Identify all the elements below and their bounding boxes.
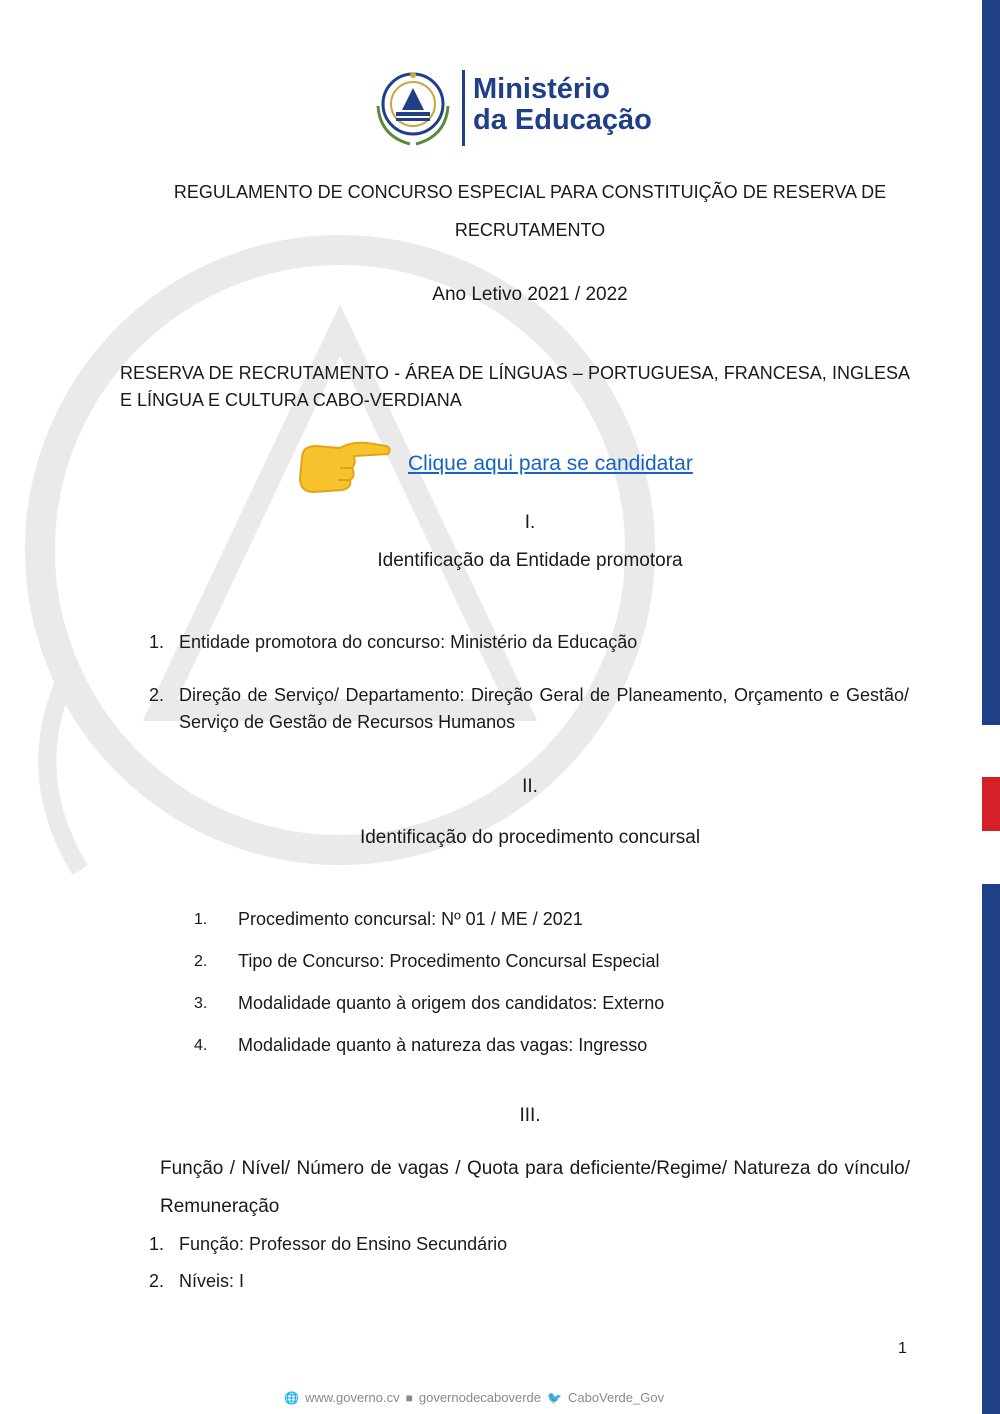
list-item-text: Tipo de Concurso: Procedimento Concursal Especial (238, 951, 660, 971)
side-bar-red (982, 777, 1000, 831)
footer (284, 1390, 664, 1405)
list-item-number: 1. (149, 632, 165, 652)
globe-icon: 🌐 (284, 1390, 299, 1405)
list-item (149, 1231, 909, 1258)
list-item (194, 990, 894, 1017)
twitter-icon: 🐦 (547, 1390, 562, 1405)
list-item-number: 1. (194, 911, 208, 928)
list-item (149, 1268, 909, 1295)
list-item (149, 682, 909, 736)
page-number: 1 (898, 1340, 907, 1357)
footer-website[interactable]: www.governo.cv (304, 1390, 400, 1405)
section-3-intro: Função / Nível/ Número de vagas / Quota para deficiente/Regime/ Natureza do vínculo/ Remuneração (160, 1158, 910, 1217)
pointing-hand-icon (296, 436, 392, 496)
list-item (149, 629, 909, 656)
list-item (194, 906, 894, 933)
document-title-line-1: REGULAMENTO DE CONCURSO ESPECIAL PARA CONSTITUIÇÃO DE RESERVA DE (173, 182, 887, 202)
logo-line-1: Ministério (473, 73, 610, 105)
list-item-text: Direção de Serviço/ Departamento: Direção Geral de Planeamento, Orçamento e Gestão/ Serviço de Gestão de Recursos Humanos (179, 685, 909, 732)
section-1-title: Identificação da Entidade promotora (377, 550, 683, 571)
side-bar-blue-top (982, 0, 1000, 725)
section-3-numeral: III. (519, 1105, 541, 1126)
list-item-text: Modalidade quanto à natureza das vagas: Ingresso (238, 1035, 648, 1055)
list-item-number: 3. (194, 995, 208, 1012)
facebook-icon: ■ (405, 1390, 413, 1405)
side-bar-blue-bottom (982, 884, 1000, 1414)
section-1-numeral: I. (524, 512, 536, 533)
coat-of-arms-icon (370, 66, 456, 150)
apply-link[interactable]: Clique aqui para se candidatar (408, 452, 693, 475)
academic-year: Ano Letivo 2021 / 2022 (432, 284, 628, 305)
reserva-subtitle: RESERVA DE RECRUTAMENTO - ÁREA DE LÍNGUAS – PORTUGUESA, FRANCESA, INGLESA E LÍNGUA E CULTURA CABO-VERDIANA (120, 363, 910, 410)
list-item-number: 1. (149, 1234, 165, 1254)
list-item-number: 4. (194, 1037, 208, 1054)
footer-facebook[interactable]: governodecaboverde (418, 1390, 542, 1405)
document-title-line-2: RECRUTAMENTO (454, 220, 606, 240)
section-2-title: Identificação do procedimento concursal (359, 827, 701, 848)
ministry-logo-text (473, 74, 652, 136)
list-item-text: Entidade promotora do concurso: Ministério da Educação (179, 632, 638, 652)
list-item-text: Função: Professor do Ensino Secundário (179, 1234, 508, 1254)
list-item (194, 948, 894, 975)
list-item (194, 1032, 894, 1059)
logo-line-2: da Educação (473, 104, 652, 136)
section-2-numeral: II. (522, 776, 538, 797)
footer-twitter[interactable]: CaboVerde_Gov (567, 1390, 665, 1405)
list-item-text: Procedimento concursal: Nº 01 / ME / 2021 (238, 909, 583, 929)
list-item-number: 2. (149, 1271, 165, 1291)
list-item-text: Modalidade quanto à origem dos candidatos: Externo (238, 993, 665, 1013)
list-item-text: Níveis: I (179, 1271, 245, 1291)
list-item-number: 2. (149, 685, 165, 705)
logo-separator (462, 70, 465, 146)
list-item-number: 2. (194, 953, 208, 970)
